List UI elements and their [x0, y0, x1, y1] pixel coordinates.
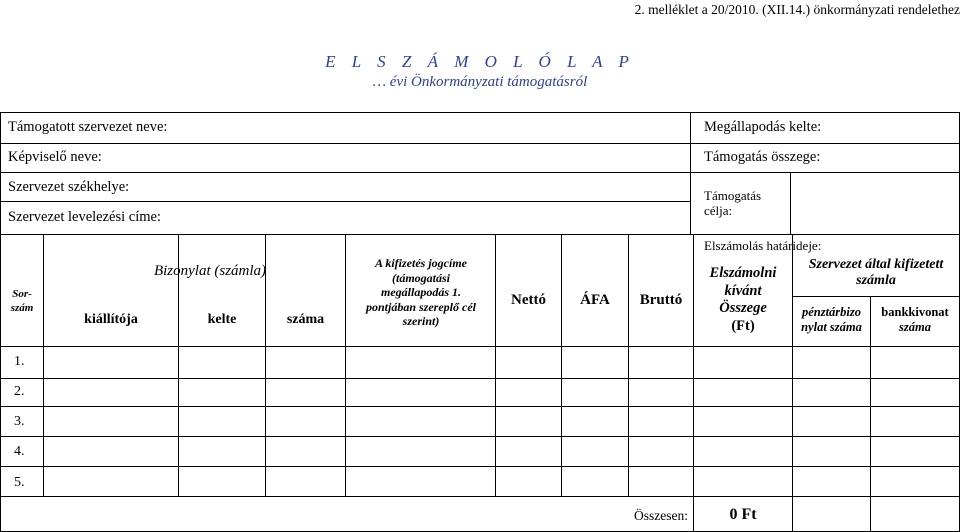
rule [0, 143, 960, 144]
col-group-bizonylat: Bizonylat (számla) [153, 263, 267, 279]
rule [495, 234, 496, 496]
col-header-line: Sor- [12, 288, 32, 300]
rule [790, 172, 791, 234]
total-label: Összesen: [634, 508, 688, 523]
support-purpose-label [704, 188, 761, 218]
supported-org-label: Támogatott szervezet neve: [8, 119, 168, 135]
form-subtitle: … évi Önkormányzati támogatásról [372, 74, 588, 90]
row-number: 4. [14, 444, 25, 459]
rule [0, 112, 960, 113]
row-number: 5. [14, 475, 25, 490]
col-header-line: nylat száma [801, 320, 862, 334]
col-group-kifizetett [793, 257, 959, 289]
agreement-date-label: Megállapodás kelte: [704, 119, 822, 135]
col-header-line: számla [856, 273, 896, 288]
col-header-line: pénztárbizo [801, 305, 862, 319]
col-header-line: bankkivonat [881, 305, 949, 319]
col-header-line: Szervezet által kifizetett [808, 257, 944, 272]
col-header-afa: ÁFA [580, 292, 610, 308]
row-number: 1. [14, 354, 25, 369]
total-value: 0 Ft [729, 506, 757, 523]
rule [690, 112, 691, 234]
mailing-address-label: Szervezet levelezési címe: [8, 209, 161, 225]
col-header-line: pontjában szereplő cél [366, 299, 476, 314]
col-header-szama: száma [286, 312, 325, 327]
annex-note: 2. melléklet a 20/2010. (XII.14.) önkormányzati rendelethez [634, 2, 960, 17]
rule [0, 234, 960, 235]
headquarters-label: Szervezet székhelye: [8, 179, 130, 195]
col-header-line: A kifizetés jogcíme [375, 256, 467, 270]
col-header-brutto: Bruttó [639, 292, 683, 308]
support-purpose-line: Támogatás [704, 188, 762, 203]
col-header-elszamolni [694, 265, 792, 335]
col-header-line: szám [10, 302, 34, 314]
col-header-line: (támogatási [391, 270, 450, 285]
form-title: E L S Z Á M O L Ó L A P [325, 52, 635, 71]
rule [0, 378, 960, 379]
col-header-line: megállapodás 1. [381, 285, 461, 299]
support-amount-label: Támogatás összege: [704, 149, 821, 165]
col-header-line: száma [899, 320, 931, 334]
col-header-penztarbizonylat [793, 305, 870, 335]
rule [0, 201, 690, 202]
col-header-line: Elszámolni [709, 265, 777, 281]
rule [0, 496, 960, 497]
support-purpose-line: célja: [704, 203, 733, 218]
rule [0, 346, 960, 347]
representative-label: Képviselő neve: [8, 149, 102, 165]
row-number: 3. [14, 414, 25, 429]
deadline-label: Elszámolás határideje: [704, 238, 822, 253]
col-header-line: Összege [719, 300, 767, 316]
rule [0, 436, 960, 437]
rule [628, 234, 629, 496]
col-header-line: (Ft) [731, 317, 755, 334]
col-header-bankkivonat [871, 305, 959, 335]
rule [561, 234, 562, 496]
rule [0, 112, 1, 532]
rule [0, 406, 960, 407]
rule [0, 172, 960, 173]
rule [345, 234, 346, 496]
col-header-jogcim [350, 256, 492, 329]
col-header-sorszam [2, 287, 42, 315]
col-header-netto: Nettó [511, 292, 546, 308]
rule [0, 466, 960, 467]
col-header-line: szerint) [402, 314, 440, 328]
col-header-line: kívánt [724, 282, 762, 299]
row-number: 2. [14, 384, 25, 399]
col-header-kelte: kelte [207, 312, 237, 327]
rule [43, 234, 44, 496]
col-header-kiallitoja: kiállítója [84, 312, 138, 327]
rule [792, 296, 960, 297]
